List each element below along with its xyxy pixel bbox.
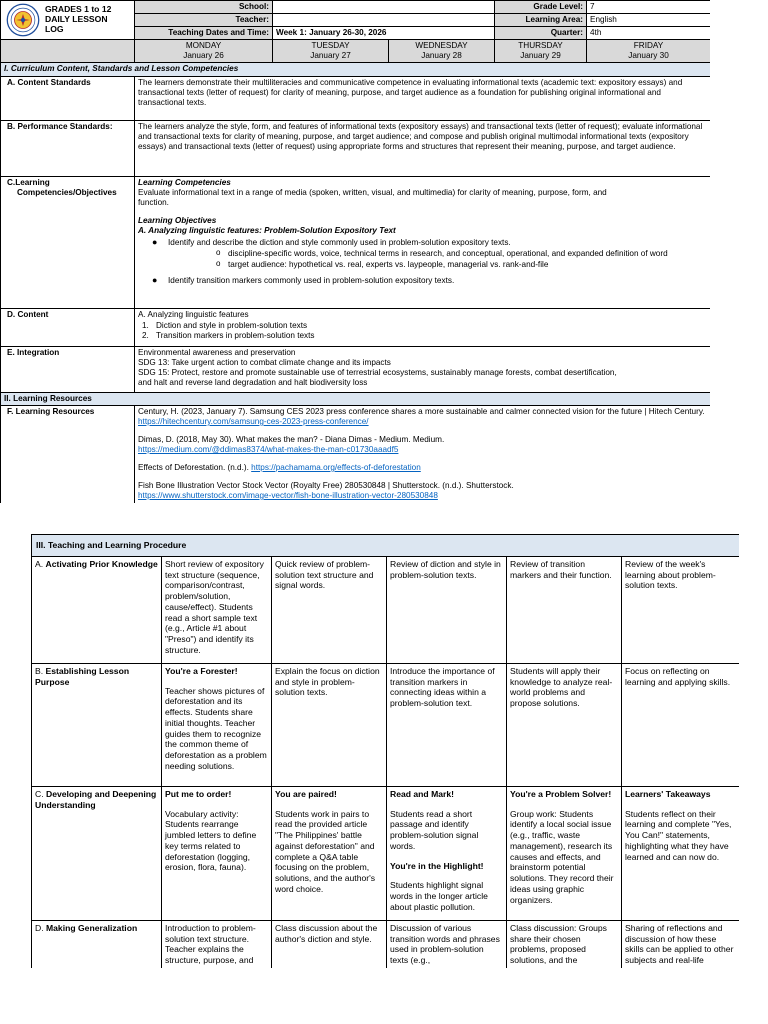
procedure-cell: Introduce the importance of transition markers in connecting ideas within a problem-solution text. — [387, 664, 507, 787]
content-item: 2. Transition markers in problem-solution texts — [142, 331, 315, 340]
procedure-cell: Students will apply their knowledge to analyze real-world problems and propose solutions. — [507, 664, 622, 787]
day-thursday: THURSDAY January 29 — [495, 40, 587, 63]
procedure-cell: Short review of expository text structure (sequence, comparison/contrast, problem/solution, cause/effect). Students read a short sample text (e.g., Article #1 about "Preso") and identify its structure. — [162, 557, 272, 664]
lo-title: Learning Objectives — [138, 216, 217, 225]
resource-link[interactable]: https://pachamama.org/effects-of-deforestation — [251, 463, 421, 472]
competencies-label: C.Learning Competencies/Objectives — [1, 177, 135, 309]
activity-title: Read and Mark! — [390, 789, 454, 799]
integration-text: Environmental awareness and preservation SDG 13: Take urgent action to combat climate change and its impacts SDG 15: Protect, restore and promote sustainable use of terrestrial ecosystems, sustainably manage forests, combat desertification, and halt and reverse land degradation and halt biodiversity loss — [135, 347, 711, 393]
activity-title: Learners' Takeaways — [625, 789, 711, 799]
content-text — [135, 309, 711, 347]
resource-link[interactable]: https://medium.com/@ddimas8374/what-makes-the-man-c01730aaadf5 — [138, 445, 399, 454]
teacher-label: Teacher: — [135, 14, 273, 27]
procedure-cell: Review of diction and style in problem-solution texts. — [387, 557, 507, 664]
procedure-cell: Learners' Takeaways Students reflect on their learning and complete "Yes, You Can!" statements, highlighting what they have learned and can now do. — [622, 787, 740, 921]
procedure-cell: You're a Forester! Teacher shows pictures of deforestation and its effects. Students share initial thoughts. Teacher guides them to recognize the common theme of deforestation as a problem needing solutions. — [162, 664, 272, 787]
objective-sublist — [168, 249, 707, 270]
days-row — [1, 40, 711, 63]
grades-line-1: GRADES 1 to 12 — [45, 4, 112, 15]
resource-link[interactable]: https://hitechcentury.com/samsung-ces-2023-press-conference/ — [138, 417, 369, 426]
activity-title: You're a Forester! — [165, 666, 238, 676]
integration-label: E. Integration — [1, 347, 135, 393]
section-curriculum-heading: I. Curriculum Content, Standards and Lesson Competencies — [1, 63, 711, 77]
resource-link[interactable]: https://www.shutterstock.com/image-vector/fish-bone-illustration-vector-280530848 — [138, 491, 438, 500]
procedure-cell: Review of the week's learning about problem-solution texts. — [622, 557, 740, 664]
dates-label: Teaching Dates and Time: — [135, 27, 273, 40]
school-value[interactable] — [273, 1, 495, 14]
procedure-row — [32, 787, 740, 921]
objectives-list — [138, 238, 707, 286]
learning-area-value[interactable]: English — [587, 14, 711, 27]
deped-seal-icon — [5, 3, 41, 37]
content-label: D. Content — [1, 309, 135, 347]
lo-subtitle: A. Analyzing linguistic features: Problem-Solution Expository Text — [138, 226, 396, 235]
dates-value[interactable]: Week 1: January 26-30, 2026 — [273, 27, 495, 40]
objective-item: ● Identify transition markers commonly used in problem-solution expository texts. — [138, 276, 707, 286]
row-label-developing: C. Developing and Deepening Understanding — [32, 787, 162, 921]
competencies-content — [135, 177, 711, 309]
resources-list — [135, 406, 711, 504]
content-standards-text: The learners demonstrate their multiliteracies and communicative competence in evaluating informational texts (academic text: expository essays) and transactional texts (letter of request) for clarity of meaning, purpose, and target audience as a foundation for publishing original informational and transactional texts. — [135, 77, 711, 121]
activity-title: Put me to order! — [165, 789, 232, 799]
content-standards-label: A. Content Standards — [1, 77, 135, 121]
grade-level-value[interactable]: 7 — [587, 1, 711, 14]
activity-title: You're a Problem Solver! — [510, 789, 612, 799]
quarter-value[interactable]: 4th — [587, 27, 711, 40]
procedure-row — [32, 557, 740, 664]
row-label-generalization: D. Making Generalization — [32, 921, 162, 969]
logo-cell — [1, 1, 135, 40]
activity-title: You're in the Highlight! — [390, 860, 484, 871]
procedure-cell: You are paired! Students work in pairs to read the provided article "The Philippines' battle against deforestation" and complete a Q&A table focusing on the problem, solutions, and the author's word choice. — [272, 787, 387, 921]
content-list — [138, 321, 707, 341]
header-table — [0, 0, 710, 503]
lc-text: Evaluate informational text in a range of media (spoken, written, visual, and multimedia) for clarity of meaning, purpose, form, and function. — [138, 188, 607, 207]
day-tuesday: TUESDAY January 27 — [273, 40, 389, 63]
procedure-table — [31, 534, 739, 968]
row-label-activating: A. Activating Prior Knowledge — [32, 557, 162, 664]
grades-line-2: DAILY LESSON — [45, 14, 108, 25]
objective-subitem: o discipline-specific words, voice, technical terms in research, and conceptual, operational, and expanded definition of word — [168, 249, 707, 259]
content-heading: A. Analyzing linguistic features — [138, 310, 249, 319]
days-row-blank — [1, 40, 135, 63]
procedure-cell: Put me to order! Vocabulary activity: Students rearrange jumbled letters to define key terms related to deforestation (logging, erosion, flora, fauna). — [162, 787, 272, 921]
procedure-heading: III. Teaching and Learning Procedure — [32, 535, 740, 557]
teacher-value[interactable] — [273, 14, 495, 27]
grade-level-label: Grade Level: — [495, 1, 587, 14]
procedure-cell: Class discussion about the author's diction and style. — [272, 921, 387, 969]
resource-item: Century, H. (2023, January 7). Samsung CES 2023 press conference shares a more sustainable and calmer connected vision for the future | Hitech Century. https://hitechcentury.com/samsung-ces-2023-press-conference/ — [138, 407, 705, 426]
day-monday: MONDAY January 26 — [135, 40, 273, 63]
lc-title: Learning Competencies — [138, 178, 231, 187]
procedure-cell: Discussion of various transition words and phrases used in problem-solution texts (e.g., — [387, 921, 507, 969]
row-label-establishing: B. Establishing Lesson Purpose — [32, 664, 162, 787]
resource-item: Effects of Deforestation. (n.d.). https://pachamama.org/effects-of-deforestation — [138, 463, 421, 472]
section-resources-heading: II. Learning Resources — [1, 393, 711, 406]
school-label: School: — [135, 1, 273, 14]
procedure-cell: Class discussion: Groups share their chosen problems, proposed solutions, and the — [507, 921, 622, 969]
learning-area-label: Learning Area: — [495, 14, 587, 27]
procedure-cell: Focus on reflecting on learning and applying skills. — [622, 664, 740, 787]
day-wednesday: WEDNESDAY January 28 — [389, 40, 495, 63]
performance-standards-label: B. Performance Standards: — [1, 121, 135, 177]
quarter-label: Quarter: — [495, 27, 587, 40]
day-friday: FRIDAY January 30 — [587, 40, 711, 63]
procedure-cell: Explain the focus on diction and style in problem-solution texts. — [272, 664, 387, 787]
procedure-row — [32, 921, 740, 969]
procedure-row — [32, 664, 740, 787]
resource-item: Dimas, D. (2018, May 30). What makes the man? - Diana Dimas - Medium. Medium. https://medium.com/@ddimas8374/what-makes-the-man-c01730aaadf5 — [138, 435, 445, 454]
objective-item: ● Identify and describe the diction and style commonly used in problem-solution expository texts. o discipline-specific words, voice, technical terms in research, and conceptual, operational, and expanded definition of word o target audience: hypothetical vs. real, experts vs. laypeople, managerial vs. rank-and-file — [138, 238, 707, 270]
procedure-cell: Review of transition markers and their function. — [507, 557, 622, 664]
lesson-log-sheet — [0, 0, 710, 503]
procedure-cell: Sharing of reflections and discussion of how these skills can be applied to other subjects and real-life — [622, 921, 740, 969]
resources-label: F. Learning Resources — [1, 406, 135, 504]
procedure-cell: Quick review of problem-solution text structure and signal words. — [272, 557, 387, 664]
activity-title: You are paired! — [275, 789, 337, 799]
procedure-sheet — [31, 534, 739, 968]
grades-title — [45, 5, 111, 35]
procedure-cell: You're a Problem Solver! Group work: Students identify a local social issue (e.g., traffic, waste management), research its causes and effects, and brainstorm potential solutions. They record their ideas using graphic organizers. — [507, 787, 622, 921]
objective-subitem: o target audience: hypothetical vs. real, experts vs. laypeople, managerial vs. rank-and-file — [168, 260, 707, 270]
procedure-cell: Introduction to problem-solution text structure. Teacher explains the structure, purpose, and — [162, 921, 272, 969]
performance-standards-text: The learners analyze the style, form, and features of informational texts (expository essays) and transactional texts (letter of request); evaluate informational and transactional texts for clarity of meaning, purpose, and target audience; and compose and publish original multimodal informational texts (expository essays) and transactional texts (letter of request) using appropriate forms and structures that represent their meaning, purpose, and target audience. — [135, 121, 711, 177]
procedure-cell: Read and Mark! Students read a short passage and identify problem-solution signal words. You're in the Highlight! Students highlight signal words in the longer article about plastic pollution. — [387, 787, 507, 921]
grades-line-3: LOG — [45, 23, 64, 34]
resource-item: Fish Bone Illustration Vector Stock Vector (Royalty Free) 280530848 | Shutterstock. (n.d.). Shutterstock. https://www.shutterstock.com/image-vector/fish-bone-illustration-vector-280530848 — [138, 481, 514, 500]
content-item: 1. Diction and style in problem-solution texts — [142, 321, 308, 330]
